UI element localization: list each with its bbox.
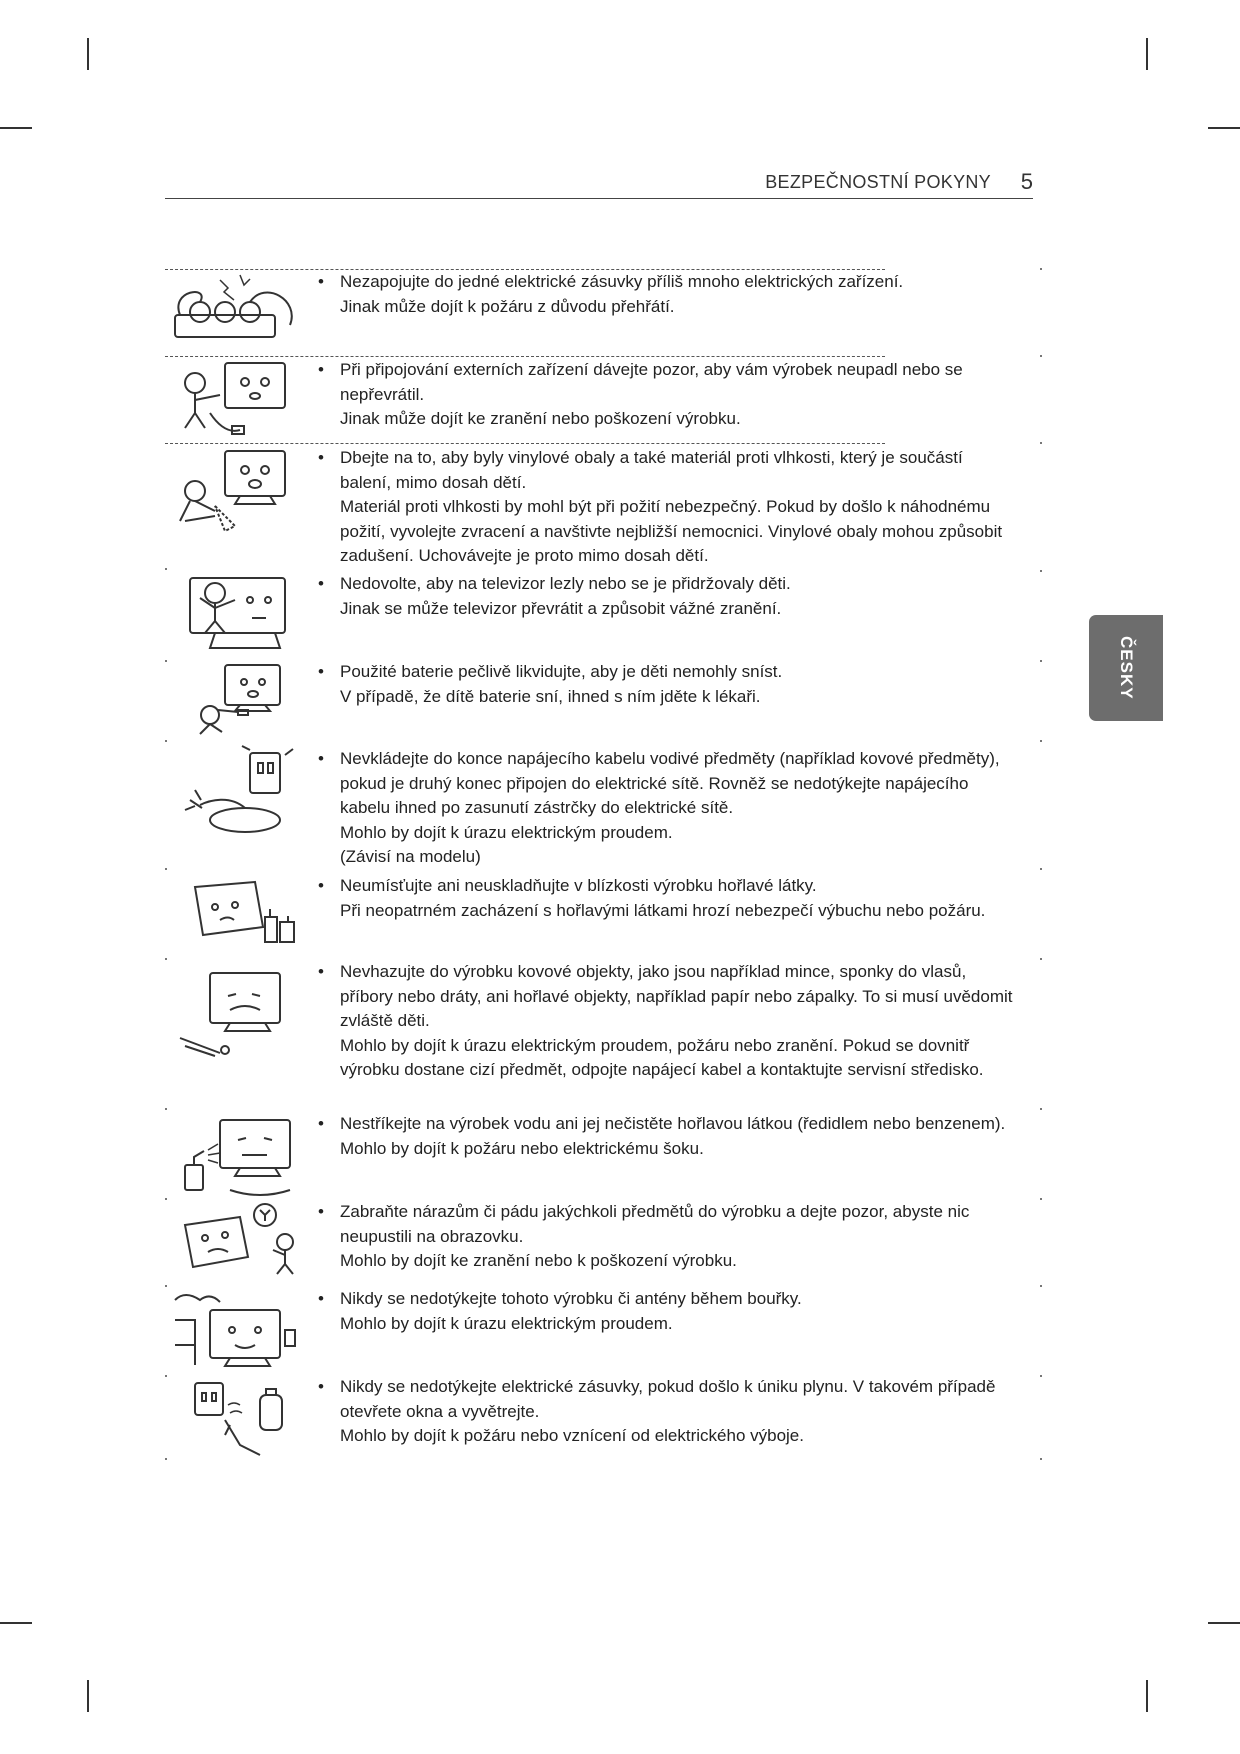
crop-mark <box>87 1680 89 1712</box>
dot-mark <box>165 660 167 662</box>
bullet: • <box>318 662 324 681</box>
ball-hitting-tv-icon <box>170 1200 305 1280</box>
safety-item <box>318 660 1018 709</box>
page-header <box>165 168 1033 199</box>
dot-mark <box>1040 1375 1042 1377</box>
dot-mark <box>1040 868 1042 870</box>
safety-item <box>318 1375 1018 1449</box>
dot-mark <box>1040 268 1042 270</box>
safety-text: Materiál proti vlhkosti by mohl být při požití nebezpečný. Pokud by došlo k náhodnému požití, vyvolejte zvracení a navštivte nejbližší nemocnici. Vinylové obaly mohou způsobit zadušení. Uchovávejte je proto mimo dosah dětí. <box>340 497 1003 565</box>
safety-text: Mohlo by dojít k úrazu elektrickým proudem, požáru nebo zranění. Pokud se dovnitř výrobku dostane cizí předmět, odpojte napájecí kabel a kontaktujte servisní středisko. <box>340 1035 984 1079</box>
safety-item <box>318 747 1018 870</box>
safety-text: Dbejte na to, aby byly vinylové obaly a také materiál proti vlhkosti, který je součástí balení, mimo dosah dětí. <box>340 448 963 492</box>
dot-mark <box>1040 355 1042 357</box>
bullet: • <box>318 1289 324 1308</box>
separator <box>165 443 885 444</box>
safety-text: Nestříkejte na výrobek vodu ani jej nečistěte hořlavou látkou (ředidlem nebo benzenem). Mohlo by dojít k požáru nebo elektrickému šoku. <box>340 1114 1006 1158</box>
dot-mark <box>1040 1198 1042 1200</box>
child-battery-icon <box>170 660 305 738</box>
dot-mark <box>1040 1458 1042 1460</box>
separator <box>165 356 885 357</box>
safety-text: Zabraňte nárazům či pádu jakýchkoli předmětů do výrobku a dejte pozor, abyste nic neupustili na obrazovku. <box>340 1202 970 1246</box>
crop-mark <box>1208 1622 1240 1624</box>
dot-mark <box>1040 442 1042 444</box>
safety-text: Nikdy se nedotýkejte elektrické zásuvky, pokud došlo k úniku plynu. V takovém případě otevřete okna a vyvětrejte. <box>340 1377 996 1421</box>
safety-item <box>318 1200 1018 1274</box>
dot-mark <box>1040 570 1042 572</box>
lightning-storm-tv-icon <box>170 1285 305 1373</box>
gas-leak-outlet-icon <box>170 1375 305 1463</box>
safety-text: Nedovolte, aby na televizor lezly nebo se je přidržovaly děti. <box>340 574 791 593</box>
safety-text: Nezapojujte do jedné elektrické zásuvky příliš mnoho elektrických zařízení. <box>340 272 904 291</box>
page-number: 5 <box>1020 169 1033 194</box>
bullet: • <box>318 574 324 593</box>
dot-mark <box>165 568 167 570</box>
safety-text: Nevkládejte do konce napájecího kabelu vodivé předměty (například kovové předměty), pokud je druhý konec připojen do elektrické sítě. Rovněž se nedotýkejte napájecího kabelu ihned po zasunutí zástrčky do elektrické sítě. <box>340 749 1000 817</box>
crop-mark <box>0 127 32 129</box>
safety-text: Při neopatrném zacházení s hořlavými látkami hrozí nebezpečí výbuchu nebo požáru. <box>340 900 986 920</box>
dot-mark <box>165 1375 167 1377</box>
crop-mark <box>1208 127 1240 129</box>
safety-text: Jinak může dojít k požáru z důvodu přehřátí. <box>340 296 675 316</box>
dot-mark <box>1040 1108 1042 1110</box>
safety-text: Nikdy se nedotýkejte tohoto výrobku či antény během bouřky. <box>340 1289 802 1308</box>
safety-text: (Závisí na modelu) <box>340 847 481 866</box>
safety-item <box>318 572 1018 621</box>
bullet: • <box>318 1377 324 1396</box>
bullet: • <box>318 749 324 768</box>
child-climbing-tv-icon <box>170 568 305 656</box>
crop-mark <box>87 38 89 70</box>
spray-water-tv-icon <box>170 1110 305 1202</box>
safety-text: Mohlo by dojít k úrazu elektrickým proudem. <box>340 822 673 842</box>
dot-mark <box>1040 740 1042 742</box>
dot-mark <box>165 1285 167 1287</box>
dot-mark <box>1040 958 1042 960</box>
bullet: • <box>318 1202 324 1221</box>
safety-text: Neumísťujte ani neuskladňujte v blízkosti výrobku hořlavé látky. <box>340 876 817 895</box>
child-plastic-bag-icon <box>170 446 305 538</box>
crop-mark <box>0 1622 32 1624</box>
safety-text: Při připojování externích zařízení dávejte pozor, aby vám výrobek neupadl nebo se nepřevrátil. <box>340 360 963 404</box>
safety-item <box>318 446 1018 569</box>
bullet: • <box>318 962 324 981</box>
crop-mark <box>1146 38 1148 70</box>
flammable-near-tv-icon <box>170 872 305 954</box>
bullet: • <box>318 272 324 291</box>
safety-text: Mohlo by dojít k úrazu elektrickým proudem. <box>340 1313 673 1333</box>
safety-text: V případě, že dítě baterie sní, ihned s ním jděte k lékaři. <box>340 686 761 706</box>
metal-objects-tv-icon <box>170 958 305 1066</box>
bullet: • <box>318 1114 324 1133</box>
safety-item <box>318 270 1018 319</box>
dot-mark <box>1040 660 1042 662</box>
dot-mark <box>165 1108 167 1110</box>
language-tab <box>1089 615 1163 721</box>
language-tab-label: ČESKY <box>1117 636 1136 700</box>
safety-item <box>318 358 1018 432</box>
bullet: • <box>318 876 324 895</box>
safety-text: Jinak může dojít ke zranění nebo poškození výrobku. <box>340 409 741 428</box>
power-strip-overload-icon <box>170 270 305 352</box>
power-cable-metal-icon <box>170 745 305 845</box>
safety-text: Mohlo by dojít k požáru nebo vznícení od elektrického výboje. <box>340 1426 804 1445</box>
dot-mark <box>165 868 167 870</box>
bullet: • <box>318 448 324 467</box>
dot-mark <box>1040 1285 1042 1287</box>
dot-mark <box>165 1198 167 1200</box>
dot-mark <box>165 958 167 960</box>
dot-mark <box>165 1458 167 1460</box>
safety-item <box>318 1112 1018 1161</box>
child-pulling-tv-icon <box>170 358 305 440</box>
section-title: BEZPEČNOSTNÍ POKYNY <box>765 172 991 192</box>
safety-text: Mohlo by dojít ke zranění nebo k poškození výrobku. <box>340 1251 737 1270</box>
bullet: • <box>318 360 324 379</box>
safety-text: Použité baterie pečlivě likvidujte, aby je děti nemohly sníst. <box>340 662 783 681</box>
crop-mark <box>1146 1680 1148 1712</box>
safety-text: Jinak se může televizor převrátit a způsobit vážné zranění. <box>340 598 782 618</box>
safety-item <box>318 960 1018 1083</box>
safety-text: Nevhazujte do výrobku kovové objekty, jako jsou například mince, sponky do vlasů, příbory nebo dráty, ani hořlavé objekty, například papír nebo zápalky. To si musí uvědomit zvláště děti. <box>340 962 1013 1030</box>
safety-item <box>318 1287 1018 1336</box>
safety-item <box>318 874 1018 923</box>
dot-mark <box>165 740 167 742</box>
